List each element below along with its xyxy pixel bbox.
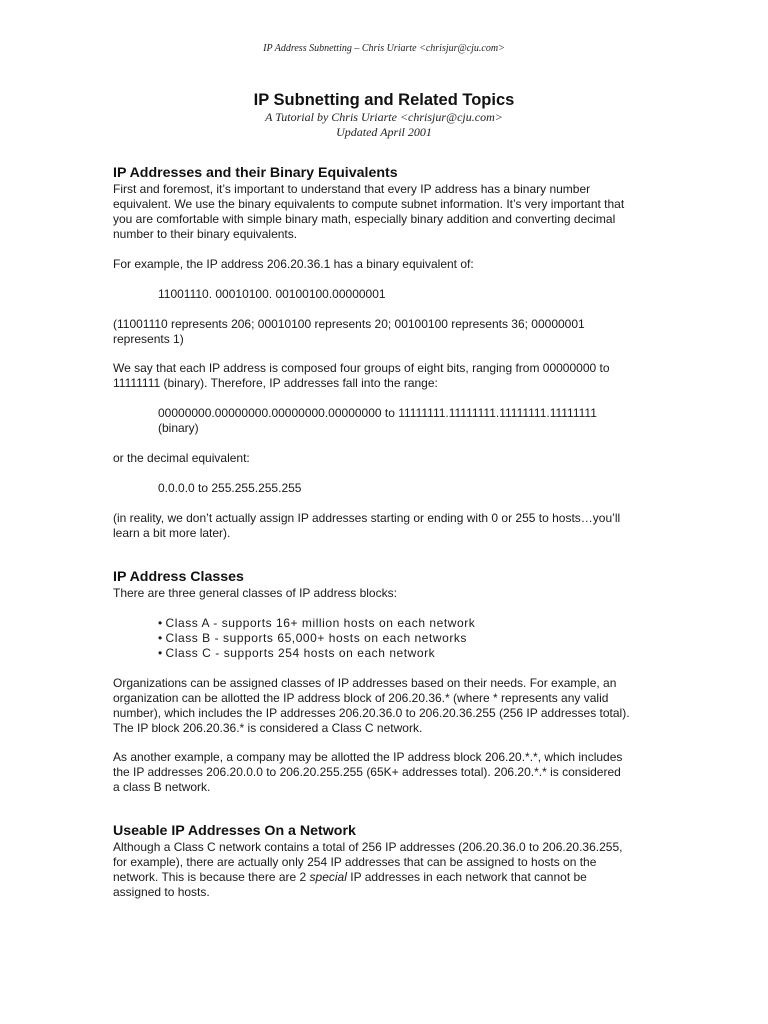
text-line: assigned to hosts. bbox=[113, 885, 210, 899]
class-list bbox=[113, 616, 658, 661]
text-line: As another example, a company may be allotted the IP address block 206.20.*.*, which includes bbox=[113, 750, 623, 764]
updated-date: Updated April 2001 bbox=[336, 125, 432, 139]
text-line: The IP block 206.20.36.* is considered a Class C network. bbox=[113, 721, 423, 735]
paragraph-class-b-example bbox=[113, 750, 658, 795]
text-line: First and foremost, it’s important to understand that every IP address has a binary number bbox=[113, 182, 591, 196]
binary-example: 11001110. 00010100. 00100100.00000001 bbox=[158, 287, 386, 301]
text-line: learn a bit more later). bbox=[113, 526, 231, 540]
section-heading-binary-equivalents: IP Addresses and their Binary Equivalents bbox=[113, 165, 398, 181]
paragraph-intro bbox=[113, 182, 658, 242]
text-line: the IP addresses 206.20.0.0 to 206.20.255.255 (65K+ addresses total). 206.20.*.* is considered bbox=[113, 765, 621, 779]
paragraph-useable bbox=[113, 840, 658, 900]
bullet-icon: • bbox=[158, 646, 166, 660]
running-header: IP Address Subnetting – Chris Uriarte <chrisjur@cju.com> bbox=[263, 43, 505, 54]
text-line: equivalent. We use the binary equivalents to compute subnet information. It’s very important that bbox=[113, 197, 625, 211]
text-line: Organizations can be assigned classes of IP addresses based on their needs. For example, an bbox=[113, 676, 617, 690]
document-body bbox=[113, 165, 658, 900]
list-item-text: Class A - supports 16+ million hosts on each network bbox=[165, 616, 476, 630]
decimal-range: 0.0.0.0 to 255.255.255.255 bbox=[158, 481, 302, 495]
text-line: 11111111 (binary). Therefore, IP addresses fall into the range: bbox=[113, 376, 438, 390]
bullet-icon: • bbox=[158, 631, 166, 645]
text-line-start: network. This is because there are 2 bbox=[113, 870, 310, 884]
paragraph-classes-intro: There are three general classes of IP address blocks: bbox=[113, 586, 397, 600]
text-line: a class B network. bbox=[113, 780, 211, 794]
text-line: you are comfortable with simple binary math, especially binary addition and converting decimal bbox=[113, 212, 616, 226]
text-line: (11001110 represents 206; 00010100 represents 20; 00100100 represents 36; 00000001 bbox=[113, 317, 585, 331]
paragraph-decimal-equivalent: or the decimal equivalent: bbox=[113, 451, 250, 465]
text-line: (in reality, we don’t actually assign IP addresses starting or ending with 0 or 255 to hosts…you’ll bbox=[113, 511, 621, 525]
text-line-end: IP addresses in each network that cannot be bbox=[346, 870, 587, 884]
paragraph-binary-explanation bbox=[113, 317, 658, 347]
text-line: number), which includes the IP addresses 206.20.36.0 to 206.20.36.255 (256 IP addresses total). bbox=[113, 706, 630, 720]
text-line: organization can be allotted the IP address block of 206.20.36.* (where * represents any valid bbox=[113, 691, 609, 705]
emphasis-special: special bbox=[309, 870, 347, 884]
document-title: IP Subnetting and Related Topics bbox=[253, 91, 515, 109]
byline: A Tutorial by Chris Uriarte <chrisjur@cju.com> bbox=[265, 110, 503, 124]
binary-range-note: (binary) bbox=[158, 421, 199, 435]
text-line: Although a Class C network contains a total of 256 IP addresses (206.20.36.0 to 206.20.36.255, bbox=[113, 840, 623, 854]
title-block bbox=[0, 90, 768, 140]
paragraph-reality-note bbox=[113, 511, 658, 541]
section-heading-useable-addresses: Useable IP Addresses On a Network bbox=[113, 823, 356, 839]
text-line: represents 1) bbox=[113, 332, 184, 346]
paragraph-bit-groups bbox=[113, 361, 658, 391]
text-line: for example), there are actually only 254 IP addresses that can be assigned to hosts on the bbox=[113, 855, 597, 869]
binary-range bbox=[113, 406, 658, 436]
paragraph-example: For example, the IP address 206.20.36.1 has a binary equivalent of: bbox=[113, 257, 474, 271]
list-item bbox=[158, 616, 658, 631]
text-line: number to their binary equivalents. bbox=[113, 227, 298, 241]
list-item-text: Class B - supports 65,000+ hosts on each networks bbox=[165, 631, 467, 645]
paragraph-organizations bbox=[113, 676, 658, 736]
bullet-icon: • bbox=[158, 616, 166, 630]
binary-range-text: 00000000.00000000.00000000.00000000 to 11111111.11111111.11111111.11111111 bbox=[158, 406, 597, 420]
text-line: We say that each IP address is composed four groups of eight bits, ranging from 00000000 to bbox=[113, 361, 610, 375]
list-item bbox=[158, 646, 658, 661]
list-item bbox=[158, 631, 658, 646]
list-item-text: Class C - supports 254 hosts on each network bbox=[165, 646, 436, 660]
section-heading-address-classes: IP Address Classes bbox=[113, 569, 244, 585]
